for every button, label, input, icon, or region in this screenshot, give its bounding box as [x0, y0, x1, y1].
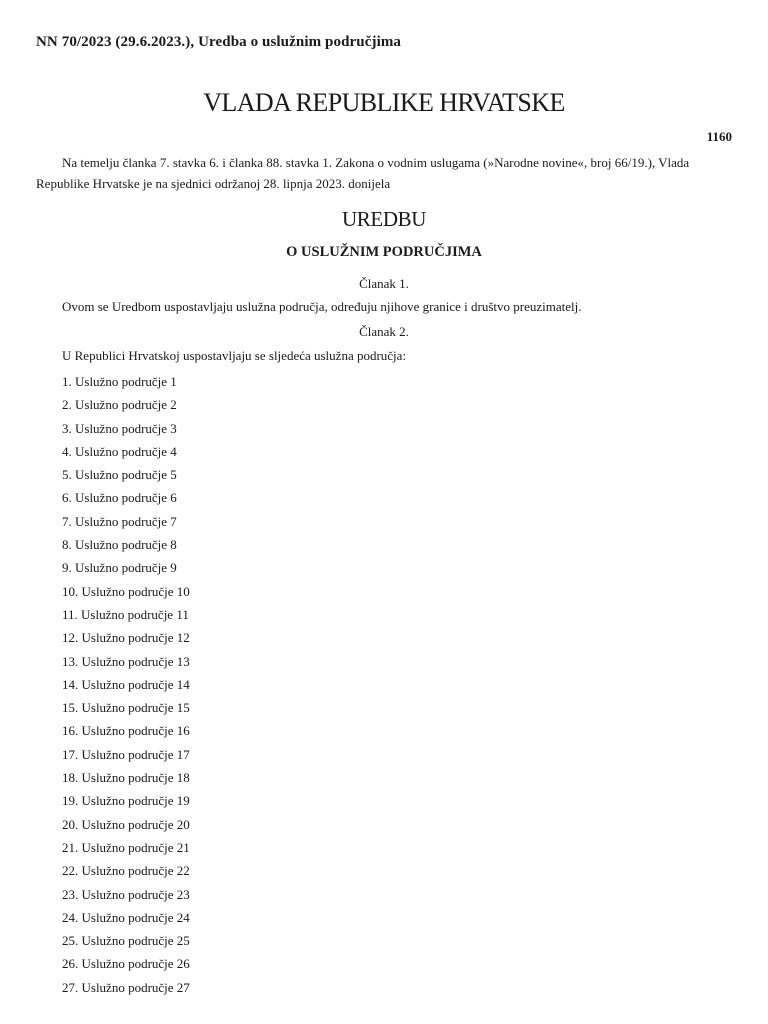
list-item: 9. Uslužno područje 9 — [62, 560, 177, 576]
service-area-list — [62, 370, 190, 999]
list-item: 7. Uslužno područje 7 — [62, 513, 177, 529]
list-item: 13. Uslužno područje 13 — [62, 653, 190, 669]
document-subtitle: O USLUŽNIM PODRUČJIMA — [286, 244, 482, 260]
list-item: 22. Uslužno područje 22 — [62, 863, 190, 879]
list-item: 17. Uslužno područje 17 — [62, 746, 190, 762]
list-item: 18. Uslužno područje 18 — [62, 770, 190, 786]
list-item: 6. Uslužno područje 6 — [62, 490, 177, 506]
list-item: 25. Uslužno područje 25 — [62, 933, 190, 949]
list-item: 8. Uslužno područje 8 — [62, 537, 177, 553]
document-number: 1160 — [706, 129, 732, 144]
list-item: 5. Uslužno područje 5 — [62, 467, 177, 483]
list-item: 21. Uslužno područje 21 — [62, 839, 190, 855]
list-item: 11. Uslužno područje 11 — [62, 606, 189, 622]
article-2-text: U Republici Hrvatskoj uspostavljaju se sljedeća uslužna područja: — [62, 348, 407, 363]
article-1-heading: Članak 1. — [359, 276, 409, 291]
list-item: 2. Uslužno područje 2 — [62, 397, 177, 413]
list-item: 14. Uslužno područje 14 — [62, 676, 190, 692]
gazette-header: NN 70/2023 (29.6.2023.), Uredba o uslužnim područjima — [36, 34, 402, 50]
list-item: 3. Uslužno područje 3 — [62, 420, 177, 436]
list-item: 12. Uslužno područje 12 — [62, 630, 190, 646]
list-item: 23. Uslužno područje 23 — [62, 886, 190, 902]
list-item: 20. Uslužno područje 20 — [62, 816, 190, 832]
list-item: 15. Uslužno područje 15 — [62, 700, 190, 716]
issuer-heading: VLADA REPUBLIKE HRVATSKE — [203, 88, 565, 117]
list-item: 19. Uslužno područje 19 — [62, 793, 190, 809]
article-2-heading: Članak 2. — [359, 324, 409, 339]
list-item: 1. Uslužno područje 1 — [62, 374, 177, 389]
list-item: 27. Uslužno područje 27 — [62, 979, 190, 995]
preamble-paragraph: Na temelju članka 7. stavka 6. i članka 88. stavka 1. Zakona o vodnim uslugama (»Narodne novine«, broj 66/19.), Vlada Republike Hrvatske je na sjednici održanoj 28. lipnja 2023. donijela — [36, 155, 690, 191]
list-item: 10. Uslužno područje 10 — [62, 583, 190, 599]
article-1-text: Ovom se Uredbom uspostavljaju uslužna područja, određuju njihove granice i društvo preuzimatelj. — [62, 299, 582, 314]
list-item: 26. Uslužno područje 26 — [62, 956, 190, 972]
list-item: 4. Uslužno područje 4 — [62, 443, 177, 459]
list-item: 16. Uslužno područje 16 — [62, 723, 190, 739]
list-item: 24. Uslužno područje 24 — [62, 909, 190, 925]
document-title: UREDBU — [342, 207, 426, 231]
